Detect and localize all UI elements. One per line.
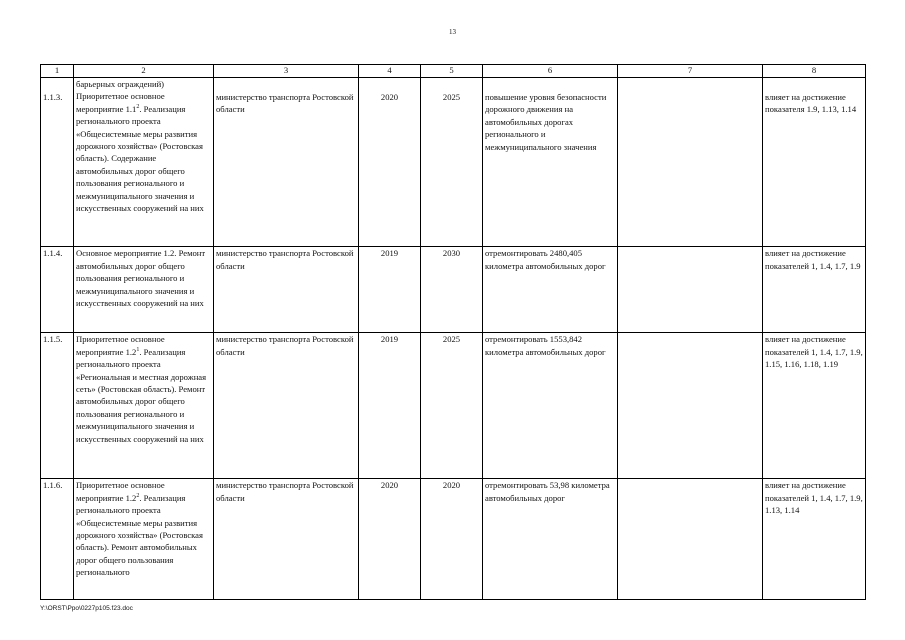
start-year: 2020 (359, 479, 421, 600)
expected-result: повышение уровня безопасности дорожного движения на автомобильных дорогах регионального и межмуниципального значения (483, 78, 618, 247)
executor-cell: министерство транспорта Ростовской области (214, 78, 359, 247)
expected-result: отремонтировать 53,98 километра автомобильных дорог (483, 479, 618, 600)
column-header: 4 (359, 65, 421, 78)
indicator-link: влияет на достижение показателей 1, 1.4, 1.7, 1.9, 1.15, 1.16, 1.18, 1.19 (763, 333, 866, 479)
column-7-cell (618, 247, 763, 333)
table-row (41, 479, 866, 600)
table-row (41, 78, 866, 91)
row-number: 1.1.6. (41, 479, 74, 600)
indicator-link: влияет на достижение показателя 1.9, 1.13, 1.14 (763, 78, 866, 247)
column-header: 6 (483, 65, 618, 78)
activity-name: Основное мероприятие 1.2. Ремонт автомобильных дорог общего пользования регионального и межмуниципального значения и искусственных сооружений на них (74, 247, 214, 333)
start-year: 2019 (359, 247, 421, 333)
program-activities-table (40, 64, 866, 600)
table-row (41, 247, 866, 333)
column-header: 3 (214, 65, 359, 78)
executor-cell: министерство транспорта Ростовской области (214, 333, 359, 479)
table-row (41, 333, 866, 479)
activity-name: Приоритетное основное мероприятие $1.2^1$. Реализация регионального проекта «Региональная и местная дорожная сеть» (Ростовская область). Ремонт автомобильных дорог общего пользования регионального и межмуниципального значения и искусственных сооружений на них (74, 333, 214, 479)
column-7-cell (618, 333, 763, 479)
end-year: 2030 (421, 247, 483, 333)
table-header-row (41, 65, 866, 78)
executor-cell: министерство транспорта Ростовской области (214, 479, 359, 600)
column-header: 1 (41, 65, 74, 78)
expected-result: отремонтировать 2480,405 километра автомобильных дорог (483, 247, 618, 333)
start-year: 2019 (359, 333, 421, 479)
column-header: 2 (74, 65, 214, 78)
indicator-link: влияет на достижение показателей 1, 1.4, 1.7, 1.9, 1.13, 1.14 (763, 479, 866, 600)
activity-name: Приоритетное основное мероприятие $1.1^2$. Реализация регионального проекта «Общесистемные меры развития дорожного хозяйства» (Ростовская область). Содержание автомобильных дорог общего пользования регионального и межмуниципального значения и искусственных сооружений на них (74, 90, 214, 247)
indicator-link: влияет на достижение показателей 1, 1.4, 1.7, 1.9 (763, 247, 866, 333)
expected-result: отремонтировать 1553,842 километра автомобильных дорог (483, 333, 618, 479)
activity-name: Приоритетное основное мероприятие $1.2^2$. Реализация регионального проекта «Общесистемные меры развития дорожного хозяйства» (Ростовская область). Ремонт автомобильных дорог общего пользования регионального (74, 479, 214, 600)
activity-name-continuation: барьерных ограждений) (74, 78, 214, 91)
column-7-cell (618, 479, 763, 600)
end-year: 2020 (421, 479, 483, 600)
end-year: 2025 (421, 78, 483, 247)
executor-cell: министерство транспорта Ростовской области (214, 247, 359, 333)
row-number: 1.1.3. (41, 78, 74, 247)
row-number: 1.1.4. (41, 247, 74, 333)
document-path-footer: Y:\ORST\Ppo\0227p105.f23.doc (40, 605, 133, 612)
page-number: 13 (449, 28, 456, 36)
start-year: 2020 (359, 78, 421, 247)
column-7-cell (618, 78, 763, 247)
column-header: 5 (421, 65, 483, 78)
column-header: 8 (763, 65, 866, 78)
row-number: 1.1.5. (41, 333, 74, 479)
column-header: 7 (618, 65, 763, 78)
end-year: 2025 (421, 333, 483, 479)
